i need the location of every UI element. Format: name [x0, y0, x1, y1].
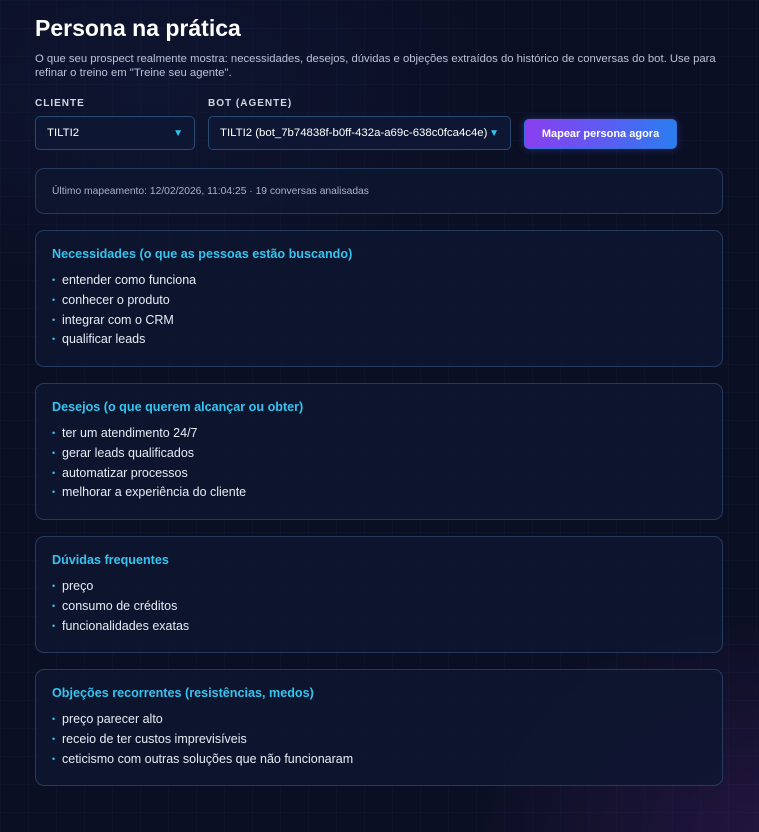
objections-list: [52, 710, 706, 769]
list-item: • entender como funciona: [52, 271, 706, 291]
list-item: • gerar leads qualificados: [52, 444, 706, 464]
list-item: • receio de ter custos imprevisíveis: [52, 730, 706, 750]
list-item: • qualificar leads: [52, 330, 706, 350]
bullet-icon: •: [52, 714, 56, 724]
list-item: • ceticismo com outras soluções que não funcionaram: [52, 750, 706, 770]
desires-title: Desejos (o que querem alcançar ou obter): [52, 400, 304, 414]
page-title: Persona na prática: [35, 15, 241, 41]
desires-list: [52, 424, 706, 503]
persona-page: [35, 0, 723, 786]
needs-card: [35, 230, 723, 367]
bullet-icon: •: [52, 753, 56, 764]
list-item: • melhorar a experiência do cliente: [52, 483, 706, 503]
needs-list: [52, 271, 706, 350]
doubts-list: [52, 577, 706, 636]
list-item: • automatizar processos: [52, 464, 706, 484]
bullet-icon: •: [52, 733, 56, 744]
list-item: • preço parecer alto: [52, 710, 706, 730]
list-item: • integrar com o CRM: [52, 311, 706, 331]
bullet-icon: •: [52, 314, 56, 325]
map-persona-button[interactable]: Mapear persona agora: [524, 119, 677, 149]
needs-title: Necessidades (o que as pessoas estão buscando): [52, 247, 353, 261]
bullet-icon: •: [52, 581, 56, 591]
list-item: • consumo de créditos: [52, 597, 706, 617]
bullet-icon: •: [52, 294, 56, 305]
list-item: • funcionalidades exatas: [52, 617, 706, 637]
list-item: • ter um atendimento 24/7: [52, 424, 706, 444]
doubts-card: [35, 536, 723, 653]
client-select-value: TILTI2: [47, 127, 80, 139]
bullet-icon: •: [52, 428, 56, 438]
client-label: CLIENTE: [35, 98, 85, 109]
dropdown-arrow-icon: ▼: [173, 127, 183, 139]
list-item: • preço: [52, 577, 706, 597]
last-mapping-status: [35, 168, 723, 214]
bullet-icon: •: [52, 467, 56, 478]
objections-card: [35, 669, 723, 786]
bullet-icon: •: [52, 487, 56, 498]
last-mapping-text: Último mapeamento: 12/02/2026, 11:04:25 · 19 conversas analisadas: [52, 185, 369, 197]
list-item: • conhecer o produto: [52, 291, 706, 311]
page-subtitle: O que seu prospect realmente mostra: necessidades, desejos, dúvidas e objeções extraídos do histórico de conversas do bot. Use para refinar o treino em "Treine seu agente".: [35, 53, 716, 79]
bullet-icon: •: [52, 447, 56, 458]
doubts-title: Dúvidas frequentes: [52, 553, 169, 567]
filter-controls: [35, 98, 723, 154]
bot-select-value: TILTI2 (bot_7b74838f-b0ff-432a-a69c-638c0fca4c4e): [220, 127, 488, 139]
bullet-icon: •: [52, 620, 56, 631]
bullet-icon: •: [52, 275, 56, 285]
dropdown-arrow-icon: ▼: [489, 127, 499, 139]
bot-label: BOT (AGENTE): [208, 98, 293, 109]
bot-select[interactable]: [208, 116, 511, 150]
bullet-icon: •: [52, 334, 56, 345]
client-select[interactable]: [35, 116, 195, 150]
objections-title: Objeções recorrentes (resistências, medos): [52, 686, 314, 700]
desires-card: [35, 383, 723, 520]
bullet-icon: •: [52, 600, 56, 611]
